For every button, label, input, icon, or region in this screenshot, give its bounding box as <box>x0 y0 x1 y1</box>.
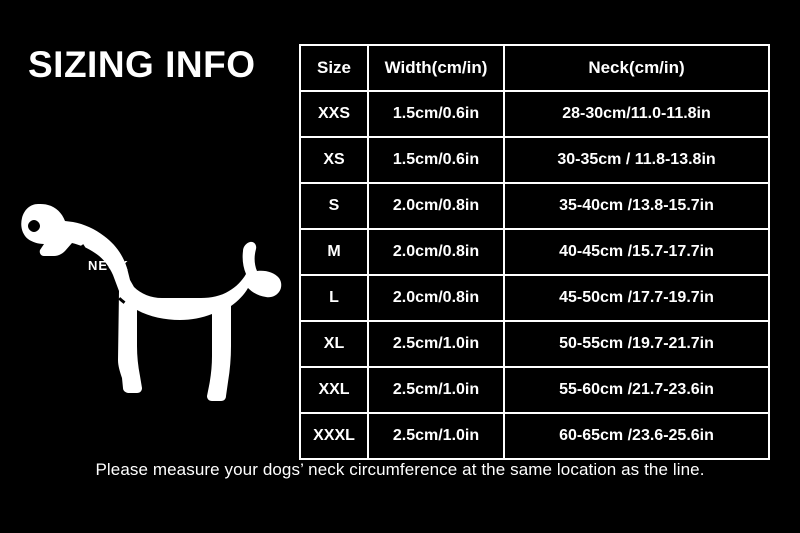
table-row <box>300 183 769 229</box>
cell-size: XXL <box>300 367 368 413</box>
header-width: Width(cm/in) <box>368 45 504 91</box>
header-size: Size <box>300 45 368 91</box>
cell-size: XXS <box>300 91 368 137</box>
cell-neck: 50-55cm /19.7-21.7in <box>504 321 769 367</box>
cell-width: 2.5cm/1.0in <box>368 321 504 367</box>
cell-width: 2.5cm/1.0in <box>368 367 504 413</box>
left-column <box>0 0 295 533</box>
cell-width: 1.5cm/0.6in <box>368 137 504 183</box>
cell-size: S <box>300 183 368 229</box>
cell-neck: 45-50cm /17.7-19.7in <box>504 275 769 321</box>
dog-silhouette-icon <box>10 160 295 410</box>
cell-neck: 28-30cm/11.0-11.8in <box>504 91 769 137</box>
cell-neck: 30-35cm / 11.8-13.8in <box>504 137 769 183</box>
cell-size: L <box>300 275 368 321</box>
size-table <box>299 44 770 460</box>
cell-width: 2.0cm/0.8in <box>368 183 504 229</box>
table-header-row <box>300 45 769 91</box>
measurement-note: Please measure your dogs’ neck circumference at the same location as the line. <box>95 460 705 479</box>
table-row <box>300 275 769 321</box>
table-row <box>300 321 769 367</box>
cell-neck: 60-65cm /23.6-25.6in <box>504 413 769 459</box>
cell-size: XL <box>300 321 368 367</box>
cell-neck: 55-60cm /21.7-23.6in <box>504 367 769 413</box>
cell-size: M <box>300 229 368 275</box>
cell-size: XXXL <box>300 413 368 459</box>
page-title: SIZING INFO <box>28 44 256 85</box>
cell-width: 2.5cm/1.0in <box>368 413 504 459</box>
table-row <box>300 91 769 137</box>
size-table-container <box>299 44 768 460</box>
cell-neck: 35-40cm /13.8-15.7in <box>504 183 769 229</box>
dog-illustration <box>10 160 295 410</box>
table-row <box>300 367 769 413</box>
table-row <box>300 137 769 183</box>
cell-width: 2.0cm/0.8in <box>368 275 504 321</box>
cell-width: 2.0cm/0.8in <box>368 229 504 275</box>
table-row <box>300 229 769 275</box>
neck-label: NECK <box>88 258 129 273</box>
table-row <box>300 413 769 459</box>
cell-neck: 40-45cm /15.7-17.7in <box>504 229 769 275</box>
cell-size: XS <box>300 137 368 183</box>
cell-width: 1.5cm/0.6in <box>368 91 504 137</box>
header-neck: Neck(cm/in) <box>504 45 769 91</box>
